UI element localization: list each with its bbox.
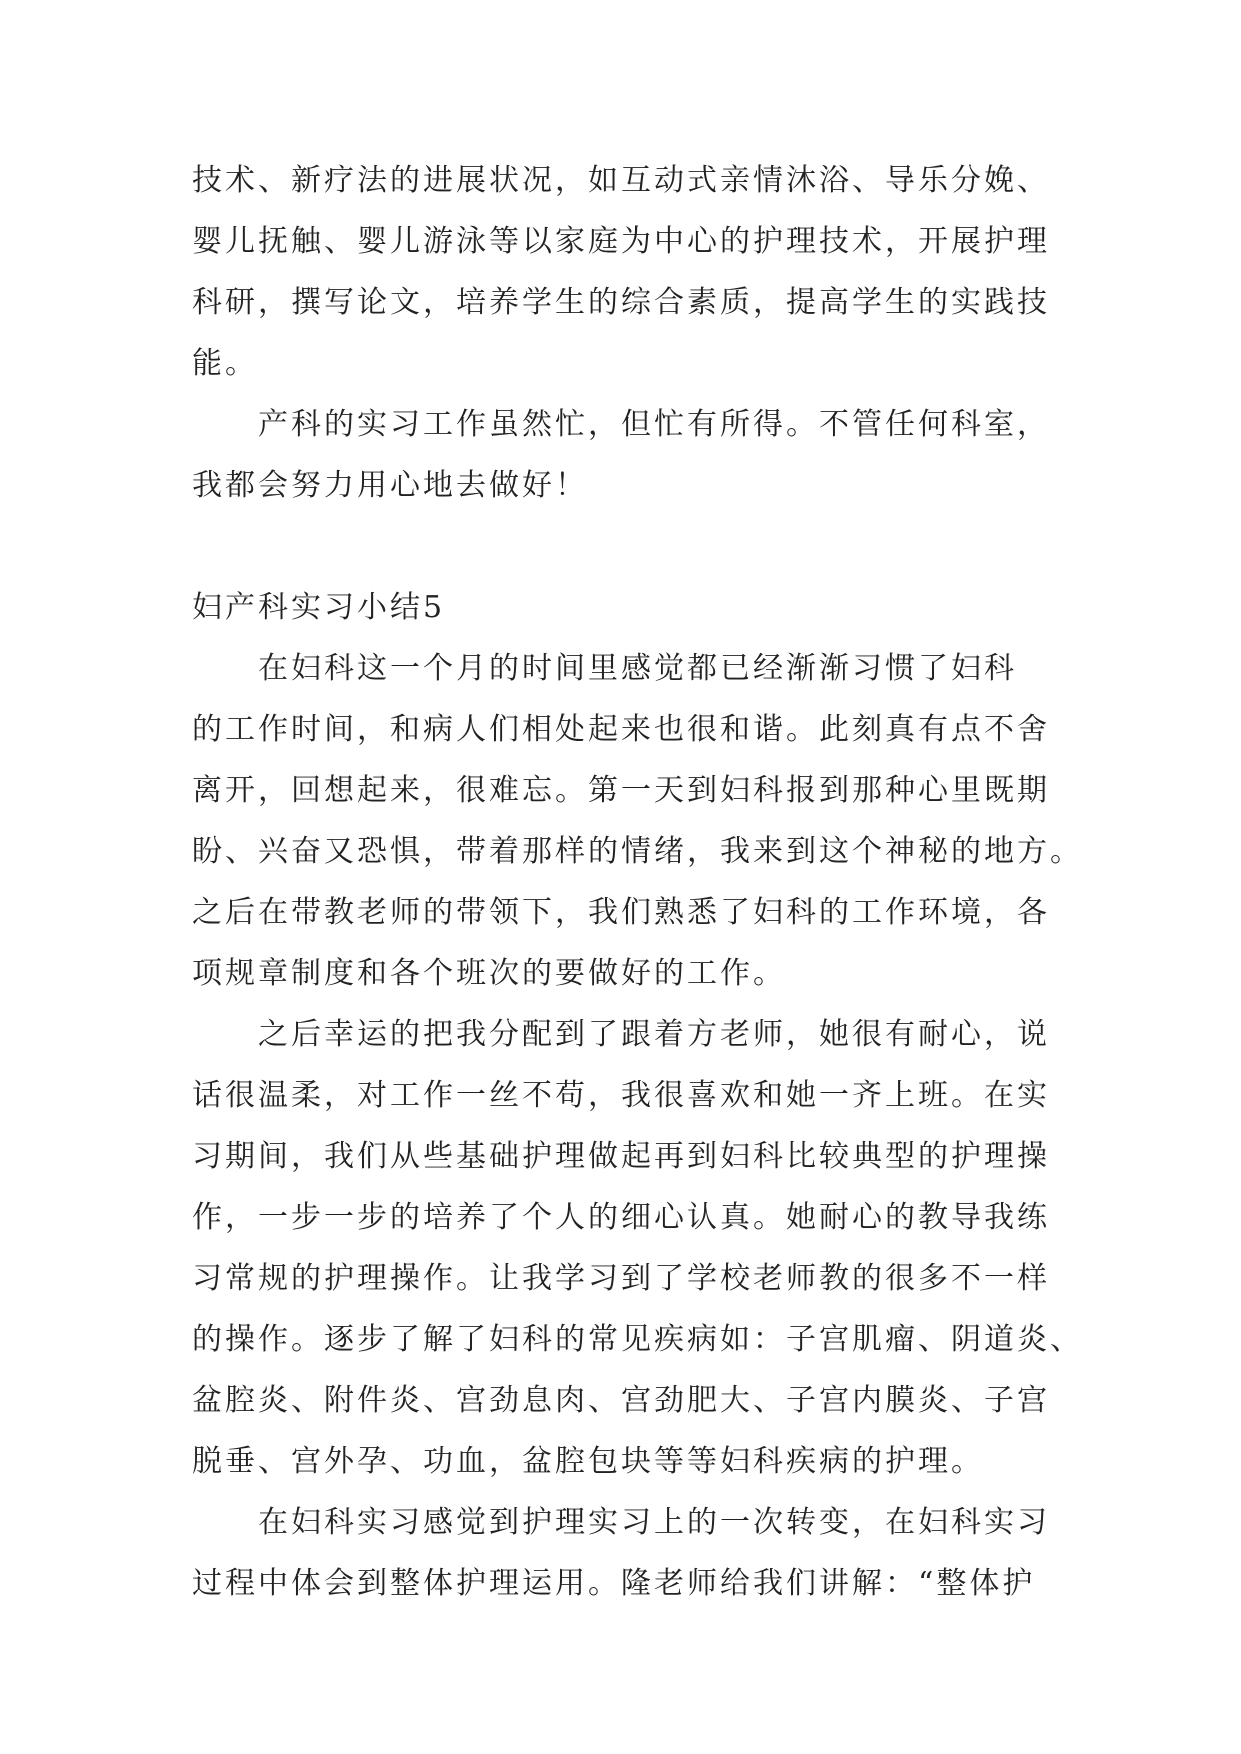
text-line: 婴儿抚触、婴儿游泳等以家庭为中心的护理技术，开展护理 — [192, 224, 1050, 259]
text-line: 项规章制度和各个班次的要做好的工作。 — [192, 956, 786, 991]
paragraph — [192, 638, 1083, 1004]
paragraph — [192, 1492, 1062, 1614]
text-line: 习期间，我们从些基础护理做起再到妇科比较典型的护理操 — [192, 1139, 1050, 1174]
text-line: 我都会努力用心地去做好！ — [192, 468, 588, 503]
text-line: 能。 — [192, 346, 258, 381]
text-line: 之后幸运的把我分配到了跟着方老师，她很有耐心，说 — [258, 1017, 1050, 1052]
paragraph — [192, 1004, 1083, 1492]
text-line: 技术、新疗法的进展状况，如互动式亲情沐浴、导乐分娩、 — [192, 163, 1050, 198]
text-line: 产科的实习工作虽然忙，但忙有所得。不管任何科室， — [258, 407, 1050, 442]
paragraph-continued — [192, 150, 1062, 394]
text-line: 之后在带教老师的带领下，我们熟悉了妇科的工作环境，各 — [192, 895, 1050, 930]
section-heading: 妇产科实习小结5 — [192, 590, 446, 625]
text-line: 在妇科这一个月的时间里感觉都已经渐渐习惯了妇科 — [258, 651, 1017, 686]
text-line: 离开，回想起来，很难忘。第一天到妇科报到那种心里既期 — [192, 773, 1050, 808]
text-line: 作，一步一步的培养了个人的细心认真。她耐心的教导我练 — [192, 1200, 1050, 1235]
text-line: 的操作。逐步了解了妇科的常见疾病如：子宫肌瘤、阴道炎、 — [192, 1322, 1083, 1357]
text-line: 在妇科实习感觉到护理实习上的一次转变，在妇科实习 — [258, 1505, 1050, 1540]
paragraph — [192, 394, 1062, 516]
text-line: 盆腔炎、附件炎、宫劲息肉、宫劲肥大、子宫内膜炎、子宫 — [192, 1383, 1050, 1418]
text-line: 科研，撰写论文，培养学生的综合素质，提高学生的实践技 — [192, 285, 1050, 320]
text-line: 的工作时间，和病人们相处起来也很和谐。此刻真有点不舍 — [192, 712, 1050, 747]
text-line: 过程中体会到整体护理运用。隆老师给我们讲解：“整体护 — [192, 1566, 1036, 1601]
section-spacer — [192, 516, 1062, 577]
text-line: 盼、兴奋又恐惧，带着那样的情绪，我来到这个神秘的地方。 — [192, 834, 1083, 869]
document-body — [192, 150, 1083, 1614]
text-line: 习常规的护理操作。让我学习到了学校老师教的很多不一样 — [192, 1261, 1050, 1296]
text-line: 脱垂、宫外孕、功血，盆腔包块等等妇科疾病的护理。 — [192, 1444, 984, 1479]
text-line: 话很温柔，对工作一丝不苟，我很喜欢和她一齐上班。在实 — [192, 1078, 1050, 1113]
